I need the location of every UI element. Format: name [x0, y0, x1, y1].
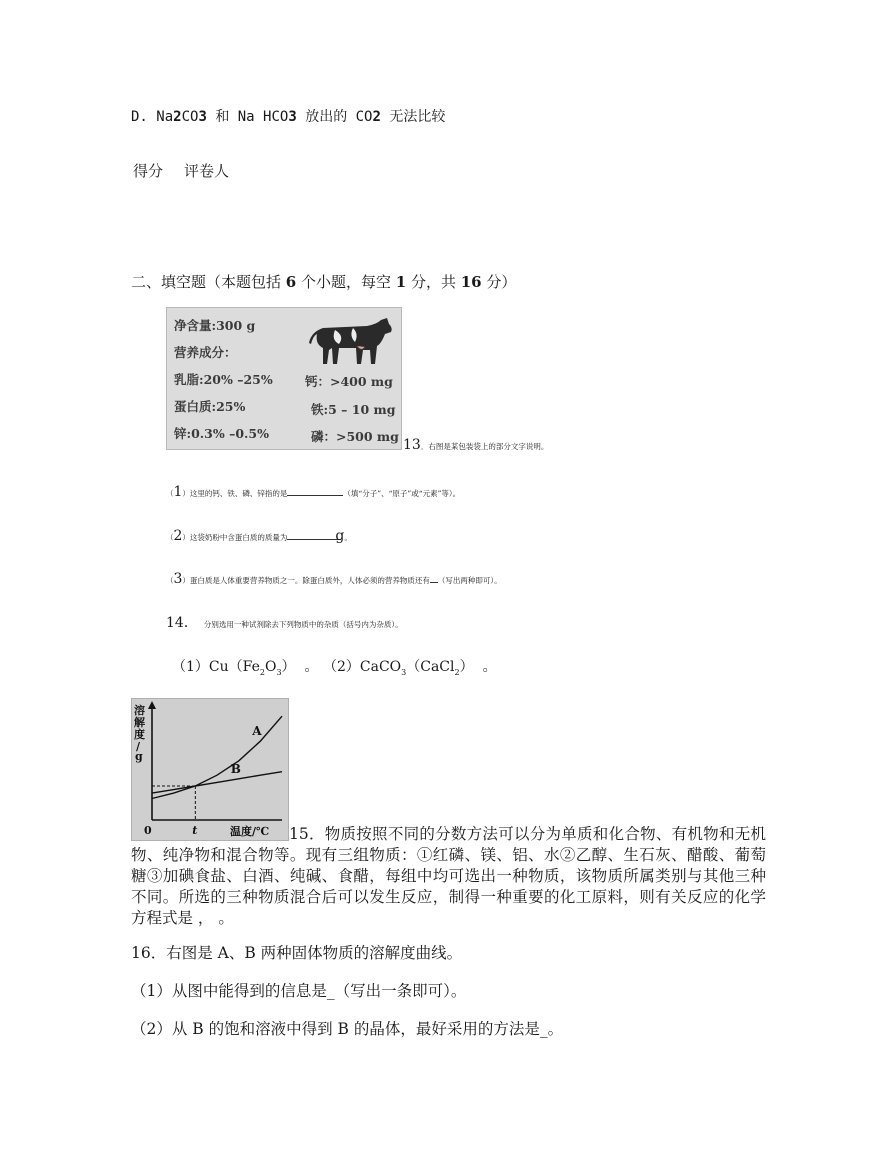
subscript: 2 — [454, 667, 460, 677]
q14-items — [172, 656, 497, 677]
q13-part2-end: 。 — [344, 533, 352, 542]
section-total: 16 — [460, 273, 482, 291]
label-fat: 乳脂:20% –25% — [174, 372, 273, 387]
section-heading-text: 分） — [481, 273, 517, 291]
q13-stem-text: ．右图是某包装袋上的部分文字说明。 — [420, 442, 549, 451]
q14-item1: O — [264, 659, 277, 675]
nutrition-label-image — [166, 307, 402, 450]
q14-item1: ） — [281, 659, 289, 675]
q13-part1: （1）这里的钙、铁、磷、锌指的是 （填“分子”、“原子”或“元素”等）。 — [166, 484, 461, 500]
q13-part2-unit: g — [335, 528, 345, 544]
solubility-chart-image — [131, 698, 289, 841]
section-per: 1 — [395, 273, 407, 291]
q14-item2: （CaCl — [406, 659, 455, 675]
option-d-text: 放出的 CO — [296, 109, 373, 125]
x-axis-label: 温度/℃ — [230, 825, 270, 838]
y-axis-label: 溶解度/ g — [134, 704, 145, 763]
answer-blank[interactable] — [430, 573, 438, 583]
subscript: 3 — [401, 667, 407, 677]
q13-number: 13 — [403, 437, 421, 453]
option-d-text: D. Na — [131, 109, 174, 125]
grader-label: 评卷人 — [184, 162, 230, 180]
q13-part2: （2）这袋奶粉中含蛋白质的质量为 g。 — [166, 528, 352, 544]
option-d-text: CO — [181, 109, 199, 125]
answer-blank[interactable] — [287, 529, 341, 540]
label-net-weight: 净含量:300 g — [174, 318, 256, 333]
label-phosphorus: 磷：>500 mg — [311, 429, 399, 444]
x-tick-t: t — [192, 824, 198, 837]
series-label-a: A — [252, 724, 262, 739]
curve-a — [152, 716, 282, 798]
subscript: 2 — [259, 667, 265, 677]
section-heading-text: 分，共 — [406, 273, 461, 291]
q13-part3-text: ）蛋白质是人体重要营养物质之一。除蛋白质外，人体必须的营养物质还有 — [182, 576, 430, 585]
answer-blank[interactable] — [287, 485, 343, 496]
q13-part3-hint: （写出两种即可）。 — [437, 576, 502, 585]
cow-icon — [309, 314, 397, 368]
q13-part3-num: 3 — [173, 571, 183, 587]
q13-part1-hint: （填“分子”、“原子”或“元素”等）。 — [343, 489, 461, 498]
q14-item1-end: 。 — [304, 659, 319, 675]
q13-part1-text: ）这里的钙、铁、磷、锌指的是 — [182, 489, 288, 498]
label-iron: 铁:5 – 10 mg — [311, 402, 396, 417]
option-d-num: 3 — [288, 109, 297, 125]
q14-item2-end: 。 — [482, 659, 497, 675]
q14-item2: ） — [459, 659, 467, 675]
q14-item2: （2）CaCO — [323, 659, 402, 675]
q14-stem-text: 分别选用一种试剂除去下列物质中的杂质（括号内为杂质）。 — [203, 620, 403, 629]
option-d-text: 和 Na HCO — [206, 109, 289, 125]
option-d-num: 2 — [372, 109, 381, 125]
q15-text: 15．物质按照不同的分数方法可以分为单质和化合物、有机物和无机物、纯净物和混合物等。现有三组物质：①红磷、镁、铝、水②乙醇、生石灰、醋酸、葡萄糖③加碘食盐、白酒、纯碱、食醋，每组中均可选出一种物质，该物质所属类别与其他三种不同。所选的三种物质混合后可以发生反应，制得一种重要的化工原料，则有关反应的化学方程式是 ， 。 — [131, 825, 766, 927]
q13-part3: （3）蛋白质是人体重要营养物质之一。除蛋白质外，人体必须的营养物质还有 （写出两种即可）。 — [166, 571, 502, 587]
q13-part2-num: 2 — [173, 528, 183, 544]
solubility-chart — [132, 699, 288, 840]
y-axis-arrow — [148, 701, 156, 709]
section-heading — [131, 271, 516, 292]
label-protein: 蛋白质:25% — [174, 399, 246, 414]
series-label-b: B — [230, 761, 241, 776]
q14-stem — [166, 612, 403, 632]
subscript: 3 — [276, 667, 282, 677]
option-d-num: 3 — [198, 109, 207, 125]
q14-number: 14． — [166, 615, 198, 631]
option-d-num: 2 — [173, 109, 182, 125]
q13-part2-text: ）这袋奶粉中含蛋白质的质量为 — [182, 533, 288, 542]
q16-stem: 16．右图是 A、B 两种固体物质的溶解度曲线。 — [131, 944, 463, 962]
q13-part1-num: 1 — [173, 484, 183, 500]
section-heading-text: 个小题，每空 — [296, 273, 396, 291]
label-calcium: 钙：>400 mg — [305, 374, 393, 389]
q16-part2: （2）从 B 的饱和溶液中得到 B 的晶体，最好采用的方法是_。 — [131, 1020, 564, 1038]
section-count: 6 — [285, 273, 297, 291]
section-heading-text: 二、填空题（本题包括 — [131, 273, 286, 291]
q16-part1: （1）从图中能得到的信息是_（写出一条即可）。 — [131, 982, 467, 1000]
label-zinc: 锌:0.3% –0.5% — [174, 426, 269, 441]
q14-item1: （1）Cu（Fe — [172, 659, 260, 675]
score-label: 得分 — [133, 162, 164, 180]
x-tick-0: 0 — [144, 824, 152, 837]
option-d — [131, 106, 445, 126]
option-d-text: 无法比较 — [380, 109, 446, 125]
label-title: 营养成分： — [174, 345, 237, 360]
q13-stem — [403, 434, 548, 453]
